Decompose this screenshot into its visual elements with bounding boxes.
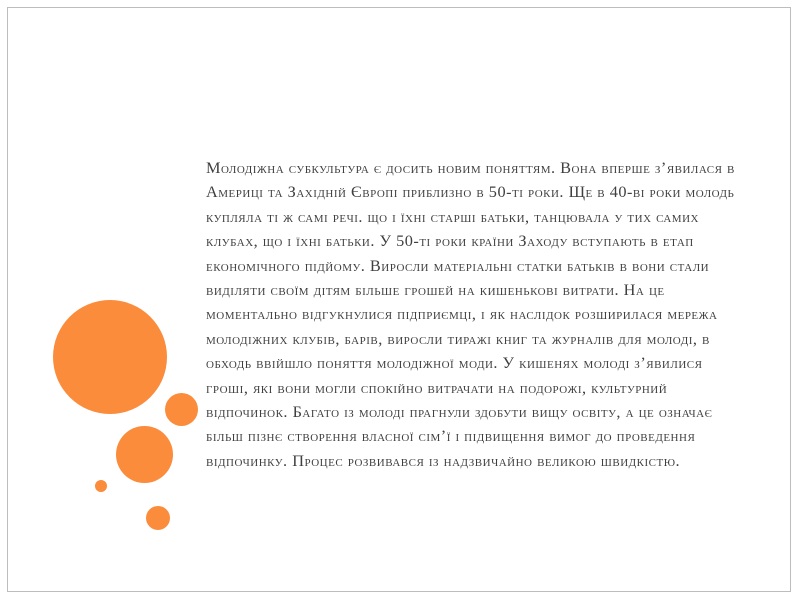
decorative-circle-small — [165, 393, 198, 426]
decorative-circle-medium — [116, 426, 173, 483]
decorative-circle-small-bottom — [146, 506, 170, 530]
decorative-circle-large — [53, 300, 167, 414]
decorative-circle-tiny — [95, 480, 107, 492]
slide-body-text: Молодіжна субкультура є досить новим поняттям. Вона вперше з’явилася в Америці та Західній Європі приблизно в 50-ті роки. Ще в 40-ві роки молодь купляла ті ж самі речі. що і їхні старші батьки, танцювала у тих самих клубах, що і їхні батьки. У 50-ті роки країни Заходу вступають в етап економічного підйому. Виросли матеріальні статки батьків в вони стали виділяти своїм дітям більше грошей на кишенькові витрати. На це моментально відгукнулися підприємці, і як наслідок розширилася мережа молодіжних клубів, барів, виросли тиражі книг та журналів для молоді, в обходь ввійшло поняття молодіжної моди. У кишенях молоді з’явилися гроші, які вони могли спокійно витрачати на подорожі, культурний відпочинок. Багато із молоді прагнули здобути вищу освіту, а це означає більш пізнє створення власної сім’ї і підвищення вимог до проведення відпочинку. Процес розвивався із надзвичайно великою швидкістю. — [206, 158, 735, 470]
